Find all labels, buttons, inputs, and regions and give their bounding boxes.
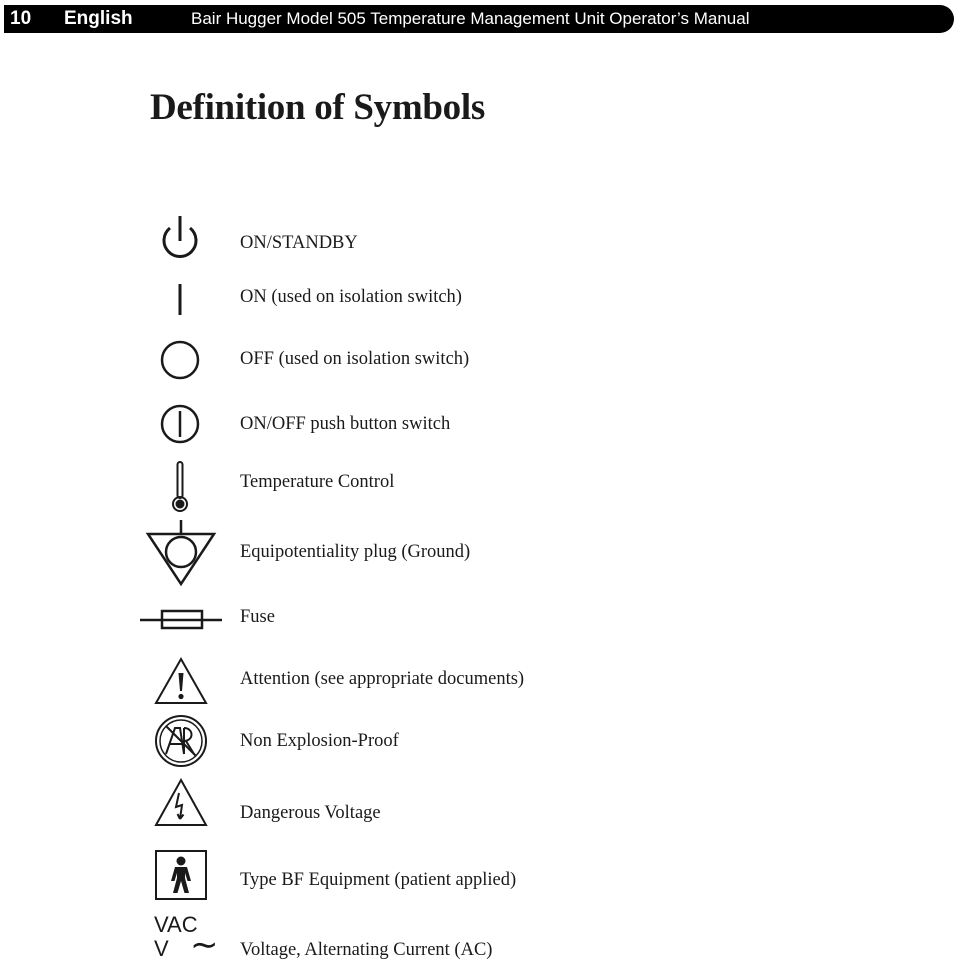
symbol-label-vac: Voltage, Alternating Current (AC): [240, 940, 493, 960]
symbol-label-type-bf: Type BF Equipment (patient applied): [240, 870, 517, 890]
symbol-label-non-explosion: Non Explosion-Proof: [240, 731, 399, 751]
manual-title: Bair Hugger Model 505 Temperature Management Unit Operator’s Manual: [191, 9, 750, 28]
header-bar: [4, 5, 954, 33]
fuse-icon: [138, 607, 224, 633]
equipotential-ground-icon: [144, 518, 218, 588]
symbol-label-fuse: Fuse: [240, 607, 275, 627]
attention-warning-icon: [154, 656, 208, 706]
page-number: 10: [10, 8, 32, 29]
thermometer-icon: [168, 460, 192, 514]
symbol-label-attention: Attention (see appropriate documents): [240, 669, 525, 689]
symbol-label-on-standby: ON/STANDBY: [240, 233, 358, 253]
ac-wave-icon: ∼: [190, 926, 219, 964]
symbol-label-dangerous-voltage: Dangerous Voltage: [240, 803, 381, 823]
power-standby-icon: [154, 212, 206, 264]
vac-v-text: V: [154, 936, 169, 961]
symbol-label-temperature: Temperature Control: [240, 472, 395, 492]
vac-text: VAC: [154, 912, 198, 937]
page-title: Definition of Symbols: [150, 87, 485, 128]
symbol-label-off: OFF (used on isolation switch): [240, 349, 470, 369]
off-circle-icon: [158, 338, 202, 382]
non-explosion-proof-icon: [154, 714, 208, 768]
symbol-label-on-off-push: ON/OFF push button switch: [240, 414, 451, 434]
type-bf-equipment-icon: [154, 849, 208, 901]
on-off-push-button-icon: [158, 402, 202, 446]
vac-alternating-current-icon: [152, 912, 224, 964]
symbol-label-on: ON (used on isolation switch): [240, 287, 462, 307]
on-line-icon: [170, 282, 190, 318]
dangerous-voltage-icon: [154, 777, 208, 829]
language-label: English: [64, 8, 133, 29]
symbol-label-equipotential: Equipotentiality plug (Ground): [240, 542, 471, 562]
